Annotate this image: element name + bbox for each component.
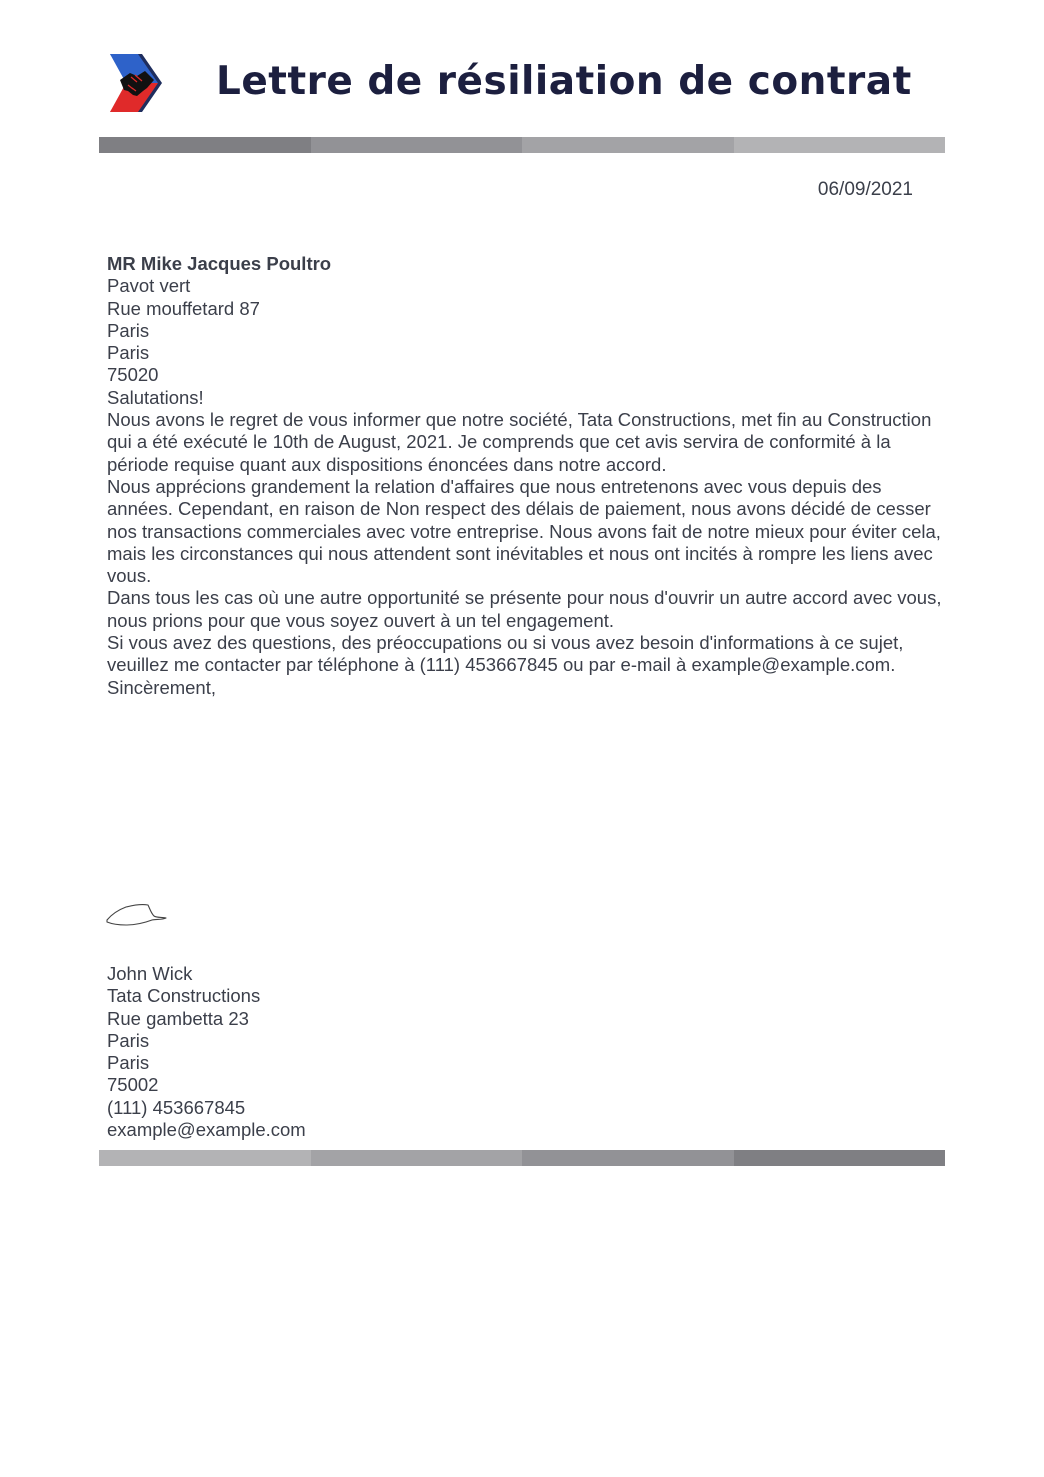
greeting: Salutations! xyxy=(107,386,204,408)
footer-divider-bar xyxy=(99,1150,945,1166)
sender-block xyxy=(107,963,306,1141)
handwritten-signature-icon xyxy=(104,898,170,932)
divider-segment xyxy=(522,1150,734,1166)
sender-address-line: Paris xyxy=(107,1052,150,1074)
page-title: Lettre de résiliation de contrat xyxy=(216,59,912,104)
body-paragraph: Nous apprécions grandement la relation d'affaires que nous entretenons avec vous depuis des années. Cependant, en raison de Non respect des délais de paiement, nous avons décidé de cesser nos transactions commerciales avec votre entreprise. Nous avons fait de notre mieux pour éviter cela, mais les circonstances qui nous attendent sont inévitables et nous ont incités à rompre les liens avec vous. xyxy=(107,475,941,587)
recipient-address-line: 75020 xyxy=(107,364,159,386)
recipient-address-line: Paris xyxy=(107,319,150,341)
divider-segment xyxy=(311,137,523,153)
sender-address-line: Rue gambetta 23 xyxy=(107,1007,249,1029)
sender-email: example@example.com xyxy=(107,1119,306,1141)
sender-company: Tata Constructions xyxy=(107,985,261,1007)
divider-segment xyxy=(734,137,946,153)
sender-postal-code: 75002 xyxy=(107,1074,159,1096)
recipient-address-line: Pavot vert xyxy=(107,275,191,297)
closing: Sincèrement, xyxy=(107,676,216,698)
divider-segment xyxy=(311,1150,523,1166)
divider-segment xyxy=(99,137,311,153)
body-paragraph: Si vous avez des questions, des préoccupations ou si vous avez besoin d'informations à ce sujet, veuillez me contacter par téléphone à (111) 453667845 ou par e-mail à example@example.com. xyxy=(107,632,904,676)
handshake-chevron-logo-icon xyxy=(108,52,164,114)
recipient-address-line: Paris xyxy=(107,342,150,364)
body-paragraph: Nous avons le regret de vous informer que notre société, Tata Constructions, met fin au Construction qui a été exécuté le 10th de August, 2021. Je comprends que cet avis servira de conformité à la période requise quant aux dispositions énoncées dans notre accord. xyxy=(107,409,932,475)
letter-date: 06/09/2021 xyxy=(817,179,913,200)
sender-address-line: Paris xyxy=(107,1029,150,1051)
header-divider-bar xyxy=(99,137,945,153)
divider-segment xyxy=(734,1150,946,1166)
divider-segment xyxy=(522,137,734,153)
body-paragraph: Dans tous les cas où une autre opportunité se présente pour nous d'ouvrir un autre accord avec vous, nous prions pour que vous soyez ouvert à un tel engagement. xyxy=(107,587,942,631)
recipient-name: MR Mike Jacques Poultro xyxy=(107,253,332,274)
letter-content xyxy=(107,253,942,699)
sender-phone: (111) 453667845 xyxy=(107,1096,246,1118)
divider-segment xyxy=(99,1150,311,1166)
sender-name: John Wick xyxy=(107,963,193,984)
recipient-address xyxy=(107,253,942,387)
recipient-address-line: Rue mouffetard 87 xyxy=(107,297,260,319)
